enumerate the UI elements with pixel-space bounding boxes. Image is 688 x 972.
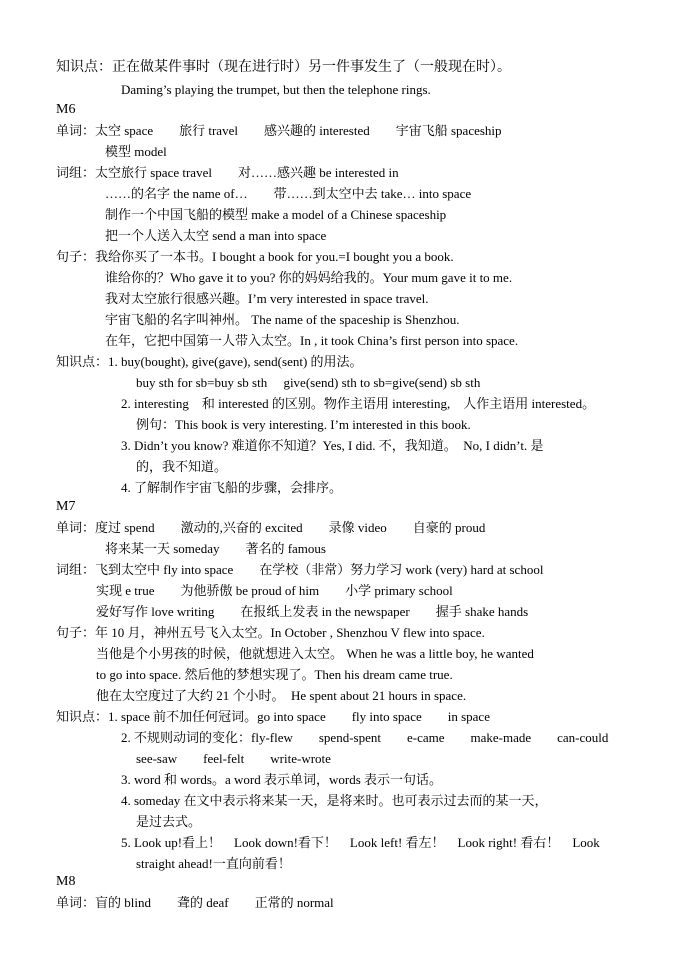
phrase-line: 实现 e true 为他骄傲 be proud of him 小学 primary school	[96, 583, 453, 598]
phrase-line: 制作一个中国飞船的模型 make a model of a Chinese spaceship	[105, 207, 447, 222]
knowledge-point-line: 知识点：1. space 前不加任何冠词。go into space fly into space in space	[56, 709, 490, 724]
knowledge-point-line: 的，我不知道。	[136, 459, 228, 474]
phrase-line: 把一个人送入太空 send a man into space	[105, 228, 327, 243]
knowledge-point-line: 例句：This book is very interesting. I’m interested in this book.	[136, 417, 471, 432]
section-heading-m6: M6	[56, 102, 76, 117]
knowledge-point-line: 知识点：正在做某件事时（现在进行时）另一件事发生了（一般现在时）。	[56, 60, 511, 75]
knowledge-point-line: buy sth for sb=buy sb sth give(send) sth to sb=give(send) sb sth	[136, 375, 481, 390]
sentence-line: 他在太空度过了大约 21 个小时。 He spent about 21 hours in space.	[96, 688, 467, 703]
section-heading-m7: M7	[56, 499, 76, 514]
sentence-line: 我对太空旅行很感兴趣。I’m very interested in space travel.	[105, 291, 429, 306]
phrase-line: 词组：飞到太空中 fly into space 在学校（非常）努力学习 work (very) hard at school	[56, 562, 544, 577]
phrase-line: 词组：太空旅行 space travel 对……感兴趣 be interested in	[56, 165, 399, 180]
knowledge-point-line: 2. 不规则动词的变化：fly-flew spend-spent e-came make-made can-could	[121, 730, 609, 745]
sentence-line: 在年，它把中国第一人带入太空。In , it took China’s first person into space.	[105, 333, 519, 348]
sentence-line: 宇宙飞船的名字叫神州。 The name of the spaceship is Shenzhou.	[105, 312, 460, 327]
vocab-line: 单词：度过 spend 激动的,兴奋的 excited 录像 video 自豪的 proud	[56, 520, 486, 535]
example-sentence: Daming’s playing the trumpet, but then the telephone rings.	[121, 82, 431, 97]
knowledge-point-line: 4. someday 在文中表示将来某一天，是将来时。也可表示过去而的某一天，	[121, 793, 548, 808]
vocab-line: 将来某一天 someday 著名的 famous	[105, 541, 326, 556]
sentence-line: 句子：年 10 月，神州五号飞入太空。In October , Shenzhou V flew into space.	[56, 625, 485, 640]
section-heading-m8: M8	[56, 874, 76, 889]
vocab-line: 单词：太空 space 旅行 travel 感兴趣的 interested 宇宙飞船 spaceship	[56, 123, 502, 138]
knowledge-point-line: 4. 了解制作宇宙飞船的步骤，会排序。	[121, 480, 343, 495]
knowledge-point-line: see-saw feel-felt write-wrote	[136, 751, 331, 766]
knowledge-point-line: 知识点：1. buy(bought), give(gave), send(sent) 的用法。	[56, 354, 363, 369]
phrase-line: ……的名字 the name of… 带……到太空中去 take… into space	[105, 186, 472, 201]
vocab-line: 模型 model	[105, 144, 167, 159]
knowledge-point-line: 2. interesting 和 interested 的区别。物作主语用 interesting, 人作主语用 interested。	[121, 396, 596, 411]
sentence-line: 句子：我给你买了一本书。I bought a book for you.=I bought you a book.	[56, 249, 454, 264]
phrase-line: 爱好写作 love writing 在报纸上发表 in the newspaper 握手 shake hands	[96, 604, 529, 619]
sentence-line: to go into space. 然后他的梦想实现了。Then his dream came true.	[96, 667, 453, 682]
knowledge-point-line: 3. word 和 words。a word 表示单词，words 表示一句话。	[121, 772, 443, 787]
sentence-line: 当他是个小男孩的时候，他就想进入太空。 When he was a little boy, he wanted	[96, 646, 534, 661]
knowledge-point-line: 是过去式。	[136, 814, 202, 829]
knowledge-point-line: straight ahead!一直向前看！	[136, 856, 291, 871]
vocab-line: 单词：盲的 blind 聋的 deaf 正常的 normal	[56, 895, 334, 910]
sentence-line: 谁给你的？Who gave it to you? 你的妈妈给我的。Your mum gave it to me.	[105, 270, 513, 285]
knowledge-point-line: 3. Didn’t you know? 难道你不知道？Yes, I did. 不，我知道。 No, I didn’t. 是	[121, 438, 544, 453]
knowledge-point-line: 5. Look up!看上！ Look down!看下！ Look left! 看左！ Look right! 看右！ Look	[121, 835, 600, 850]
